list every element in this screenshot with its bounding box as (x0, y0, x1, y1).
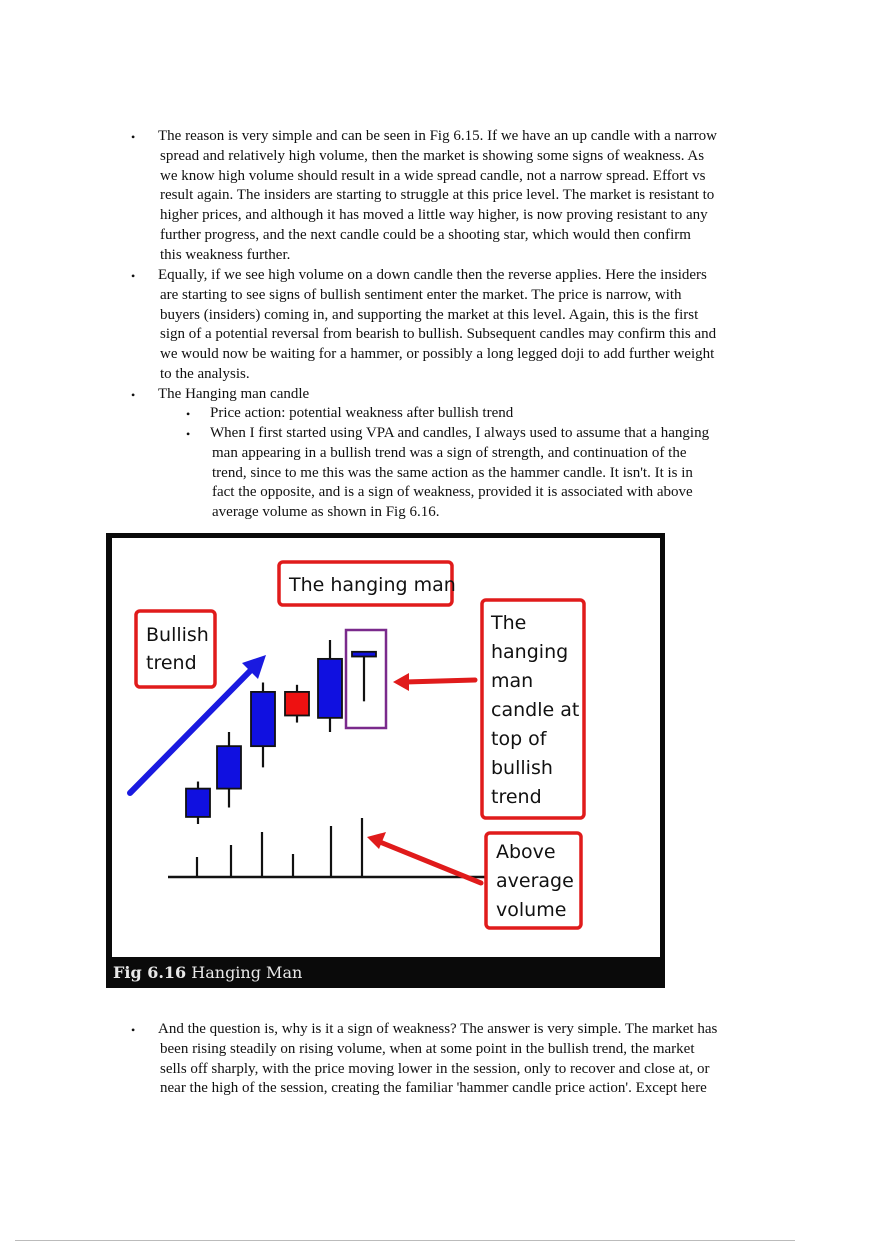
callout-candle-line: bullish (491, 757, 553, 779)
candle-body (352, 652, 376, 657)
callout-title-text: The hanging man (289, 574, 456, 596)
figure-hanging-man (105, 530, 665, 990)
callout-trend-line: Bullish (146, 624, 209, 646)
callout-candle-line: trend (491, 786, 542, 808)
caption-label: Fig 6.16 (113, 963, 187, 982)
text-line: Equally, if we see high volume on a down candle then the reverse applies. Here the insiders (158, 267, 707, 283)
text-line: buyers (insiders) coming in, and supporting the market at this level. Again, this is the first (160, 306, 699, 323)
callout-candle (482, 600, 584, 818)
candle-body (285, 692, 309, 716)
figure-caption (113, 963, 302, 982)
text-line: sells off sharply, with the price moving lower in the session, only to recover and close at, or (160, 1060, 710, 1077)
text-line: near the high of the session, creating the familiar 'hammer candle price action'. Except here (160, 1080, 707, 1097)
bullet-icon: • (131, 269, 136, 283)
bullet-icon: • (131, 1023, 136, 1037)
bullet-icon: • (186, 407, 191, 421)
text-line: higher prices, and although it has moved a little way higher, is now proving resistant to any (160, 207, 708, 224)
text-line: this weakness further. (160, 246, 291, 263)
text-line: we know high volume should result in a wide spread candle, not a narrow spread. Effort vs (160, 167, 706, 184)
callout-title (279, 562, 456, 605)
callout-volume-line: volume (496, 899, 567, 921)
callout-volume-line: average (496, 870, 574, 892)
text-line: been rising steadily on rising volume, when at some point in the bullish trend, the market (160, 1040, 695, 1057)
text-line: we would now be waiting for a hammer, or possibly a long legged doji to add further weight (160, 346, 715, 363)
page-footer-rule (15, 1240, 795, 1241)
list-item (158, 127, 717, 266)
candle-body (251, 692, 275, 746)
text-line: result again. The insiders are starting to struggle at this price level. The market is resistant to (160, 187, 715, 204)
callout-candle-line: candle at (491, 699, 580, 721)
bullet-icon: • (186, 427, 191, 441)
text-line: average volume as shown in Fig 6.16. (212, 504, 440, 521)
caption-text: Hanging Man (191, 963, 303, 982)
candle-body (217, 746, 241, 788)
callout-trend-line: trend (146, 652, 197, 674)
list-item (158, 1020, 717, 1099)
text-line: Price action: potential weakness after bullish trend (210, 405, 514, 421)
text-line: trend, since to me this was the same action as the hammer candle. It isn't. It is in (212, 464, 693, 481)
bullet-icon: • (131, 130, 136, 144)
text-line: The reason is very simple and can be seen in Fig 6.15. If we have an up candle with a narrow (158, 128, 717, 144)
bullet-icon: • (131, 388, 136, 402)
text-line: fact the opposite, and is a sign of weakness, provided it is associated with above (212, 484, 693, 501)
text-line: sign of a potential reversal from bearish to bullish. Subsequent candles may confirm this and (160, 326, 717, 343)
callout-candle-line: man (491, 670, 534, 692)
callout-candle-line: top of (491, 728, 547, 750)
text-line: When I first started using VPA and candles, I always used to assume that a hanging (210, 425, 710, 441)
callout-volume-line: Above (496, 841, 556, 863)
candle-body (318, 659, 342, 718)
list-item (210, 424, 709, 523)
list-item (158, 266, 716, 385)
callout-candle-line: The (491, 612, 527, 634)
list-item (158, 385, 309, 405)
text-line: And the question is, why is it a sign of weakness? The answer is very simple. The market has (158, 1021, 718, 1037)
callout-trend (136, 611, 215, 687)
callout-volume (486, 833, 581, 928)
text-line: are starting to see signs of bullish sentiment enter the market. The price is narrow, with (160, 286, 682, 303)
text-line: man appearing in a bullish trend was a sign of strength, and continuation of the (212, 444, 687, 461)
text-line: The Hanging man candle (158, 386, 310, 402)
text-line: to the analysis. (160, 365, 250, 382)
text-line: spread and relatively high volume, then the market is showing some signs of weakness. As (160, 147, 705, 164)
callout-candle-line: hanging (491, 641, 569, 663)
list-item (210, 404, 513, 424)
candle-body (186, 789, 210, 817)
text-line: further progress, and the next candle could be a shooting star, which would then confirm (160, 226, 691, 243)
candle-bull (186, 782, 210, 824)
